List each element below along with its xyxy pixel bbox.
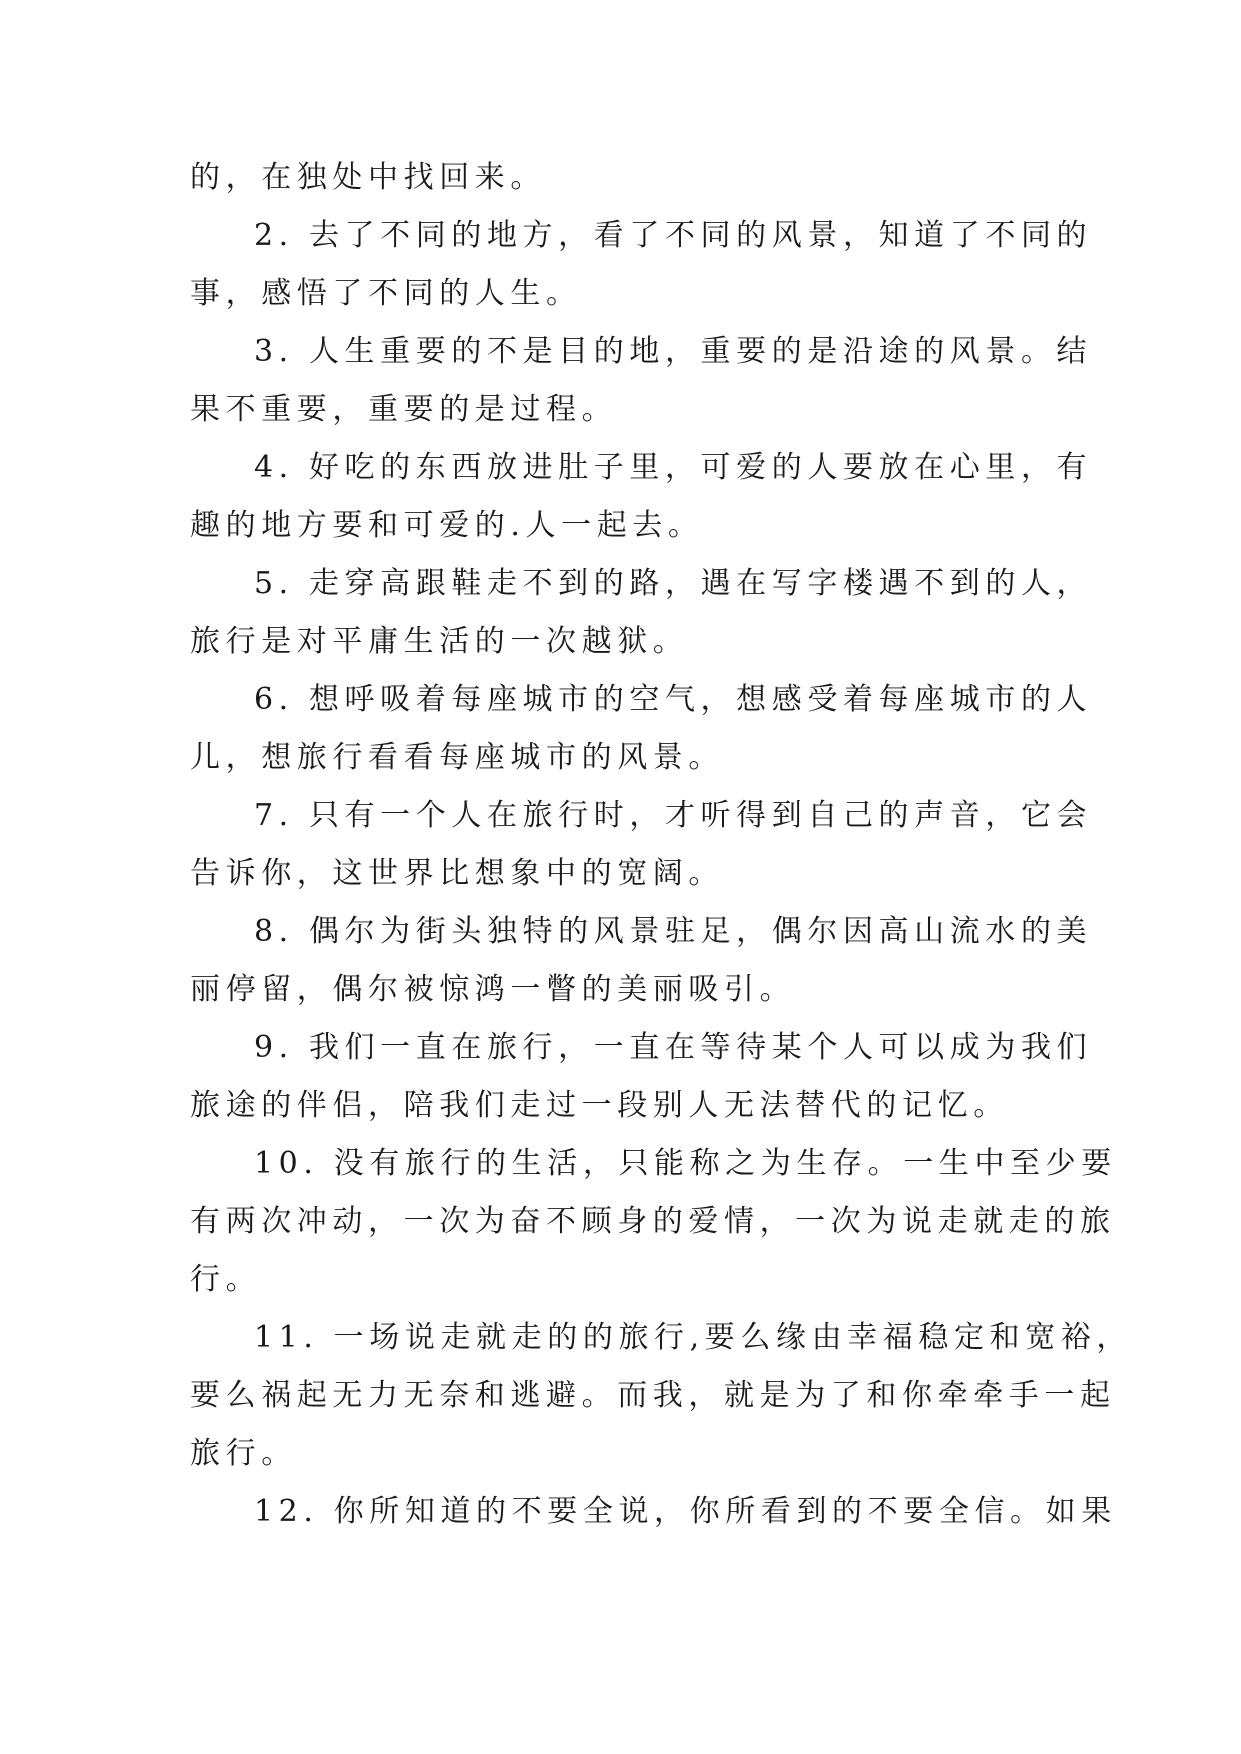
text-line: 6. 想呼吸着每座城市的空气，想感受着每座城市的人 bbox=[254, 682, 1093, 717]
text-line: 果不重要，重要的是过程。 bbox=[190, 392, 618, 427]
text-line: 的，在独处中找回来。 bbox=[190, 160, 546, 195]
text-line: 行。 bbox=[190, 1262, 262, 1297]
text-line: 12. 你所知道的不要全说，你所看到的不要全信。如果 bbox=[254, 1494, 1117, 1529]
text-line: 4. 好吃的东西放进肚子里，可爱的人要放在心里，有 bbox=[254, 450, 1093, 485]
document-body bbox=[190, 160, 1132, 1530]
text-line: 旅行。 bbox=[190, 1436, 297, 1471]
text-line: 8. 偶尔为街头独特的风景驻足，偶尔因高山流水的美 bbox=[254, 914, 1093, 949]
text-line: 事，感悟了不同的人生。 bbox=[190, 276, 582, 311]
text-line: 2. 去了不同的地方，看了不同的风景，知道了不同的 bbox=[254, 218, 1093, 253]
text-line: 10. 没有旅行的生活，只能称之为生存。一生中至少要 bbox=[254, 1146, 1117, 1181]
text-line: 有两次冲动，一次为奋不顾身的爱情，一次为说走就走的旅 bbox=[190, 1204, 1116, 1239]
text-line: 旅途的伴侣，陪我们走过一段别人无法替代的记忆。 bbox=[190, 1088, 1009, 1123]
text-line: 趣的地方要和可爱的.人一起去。 bbox=[190, 508, 704, 543]
text-line: 要么祸起无力无奈和逃避。而我，就是为了和你牵牵手一起 bbox=[190, 1378, 1116, 1413]
text-line: 11. 一场说走就走的的旅行,要么缘由幸福稳定和宽裕， bbox=[254, 1320, 1132, 1355]
text-line: 旅行是对平庸生活的一次越狱。 bbox=[190, 624, 689, 659]
text-line: 告诉你，这世界比想象中的宽阔。 bbox=[190, 856, 724, 891]
text-line: 9. 我们一直在旅行，一直在等待某个人可以成为我们 bbox=[254, 1030, 1093, 1065]
text-line: 5. 走穿高跟鞋走不到的路，遇在写字楼遇不到的人， bbox=[254, 566, 1093, 601]
text-line: 儿，想旅行看看每座城市的风景。 bbox=[190, 740, 724, 775]
text-line: 丽停留，偶尔被惊鸿一瞥的美丽吸引。 bbox=[190, 972, 796, 1007]
text-line: 7. 只有一个人在旅行时，才听得到自己的声音，它会 bbox=[254, 798, 1093, 833]
text-line: 3. 人生重要的不是目的地，重要的是沿途的风景。结 bbox=[254, 334, 1093, 369]
